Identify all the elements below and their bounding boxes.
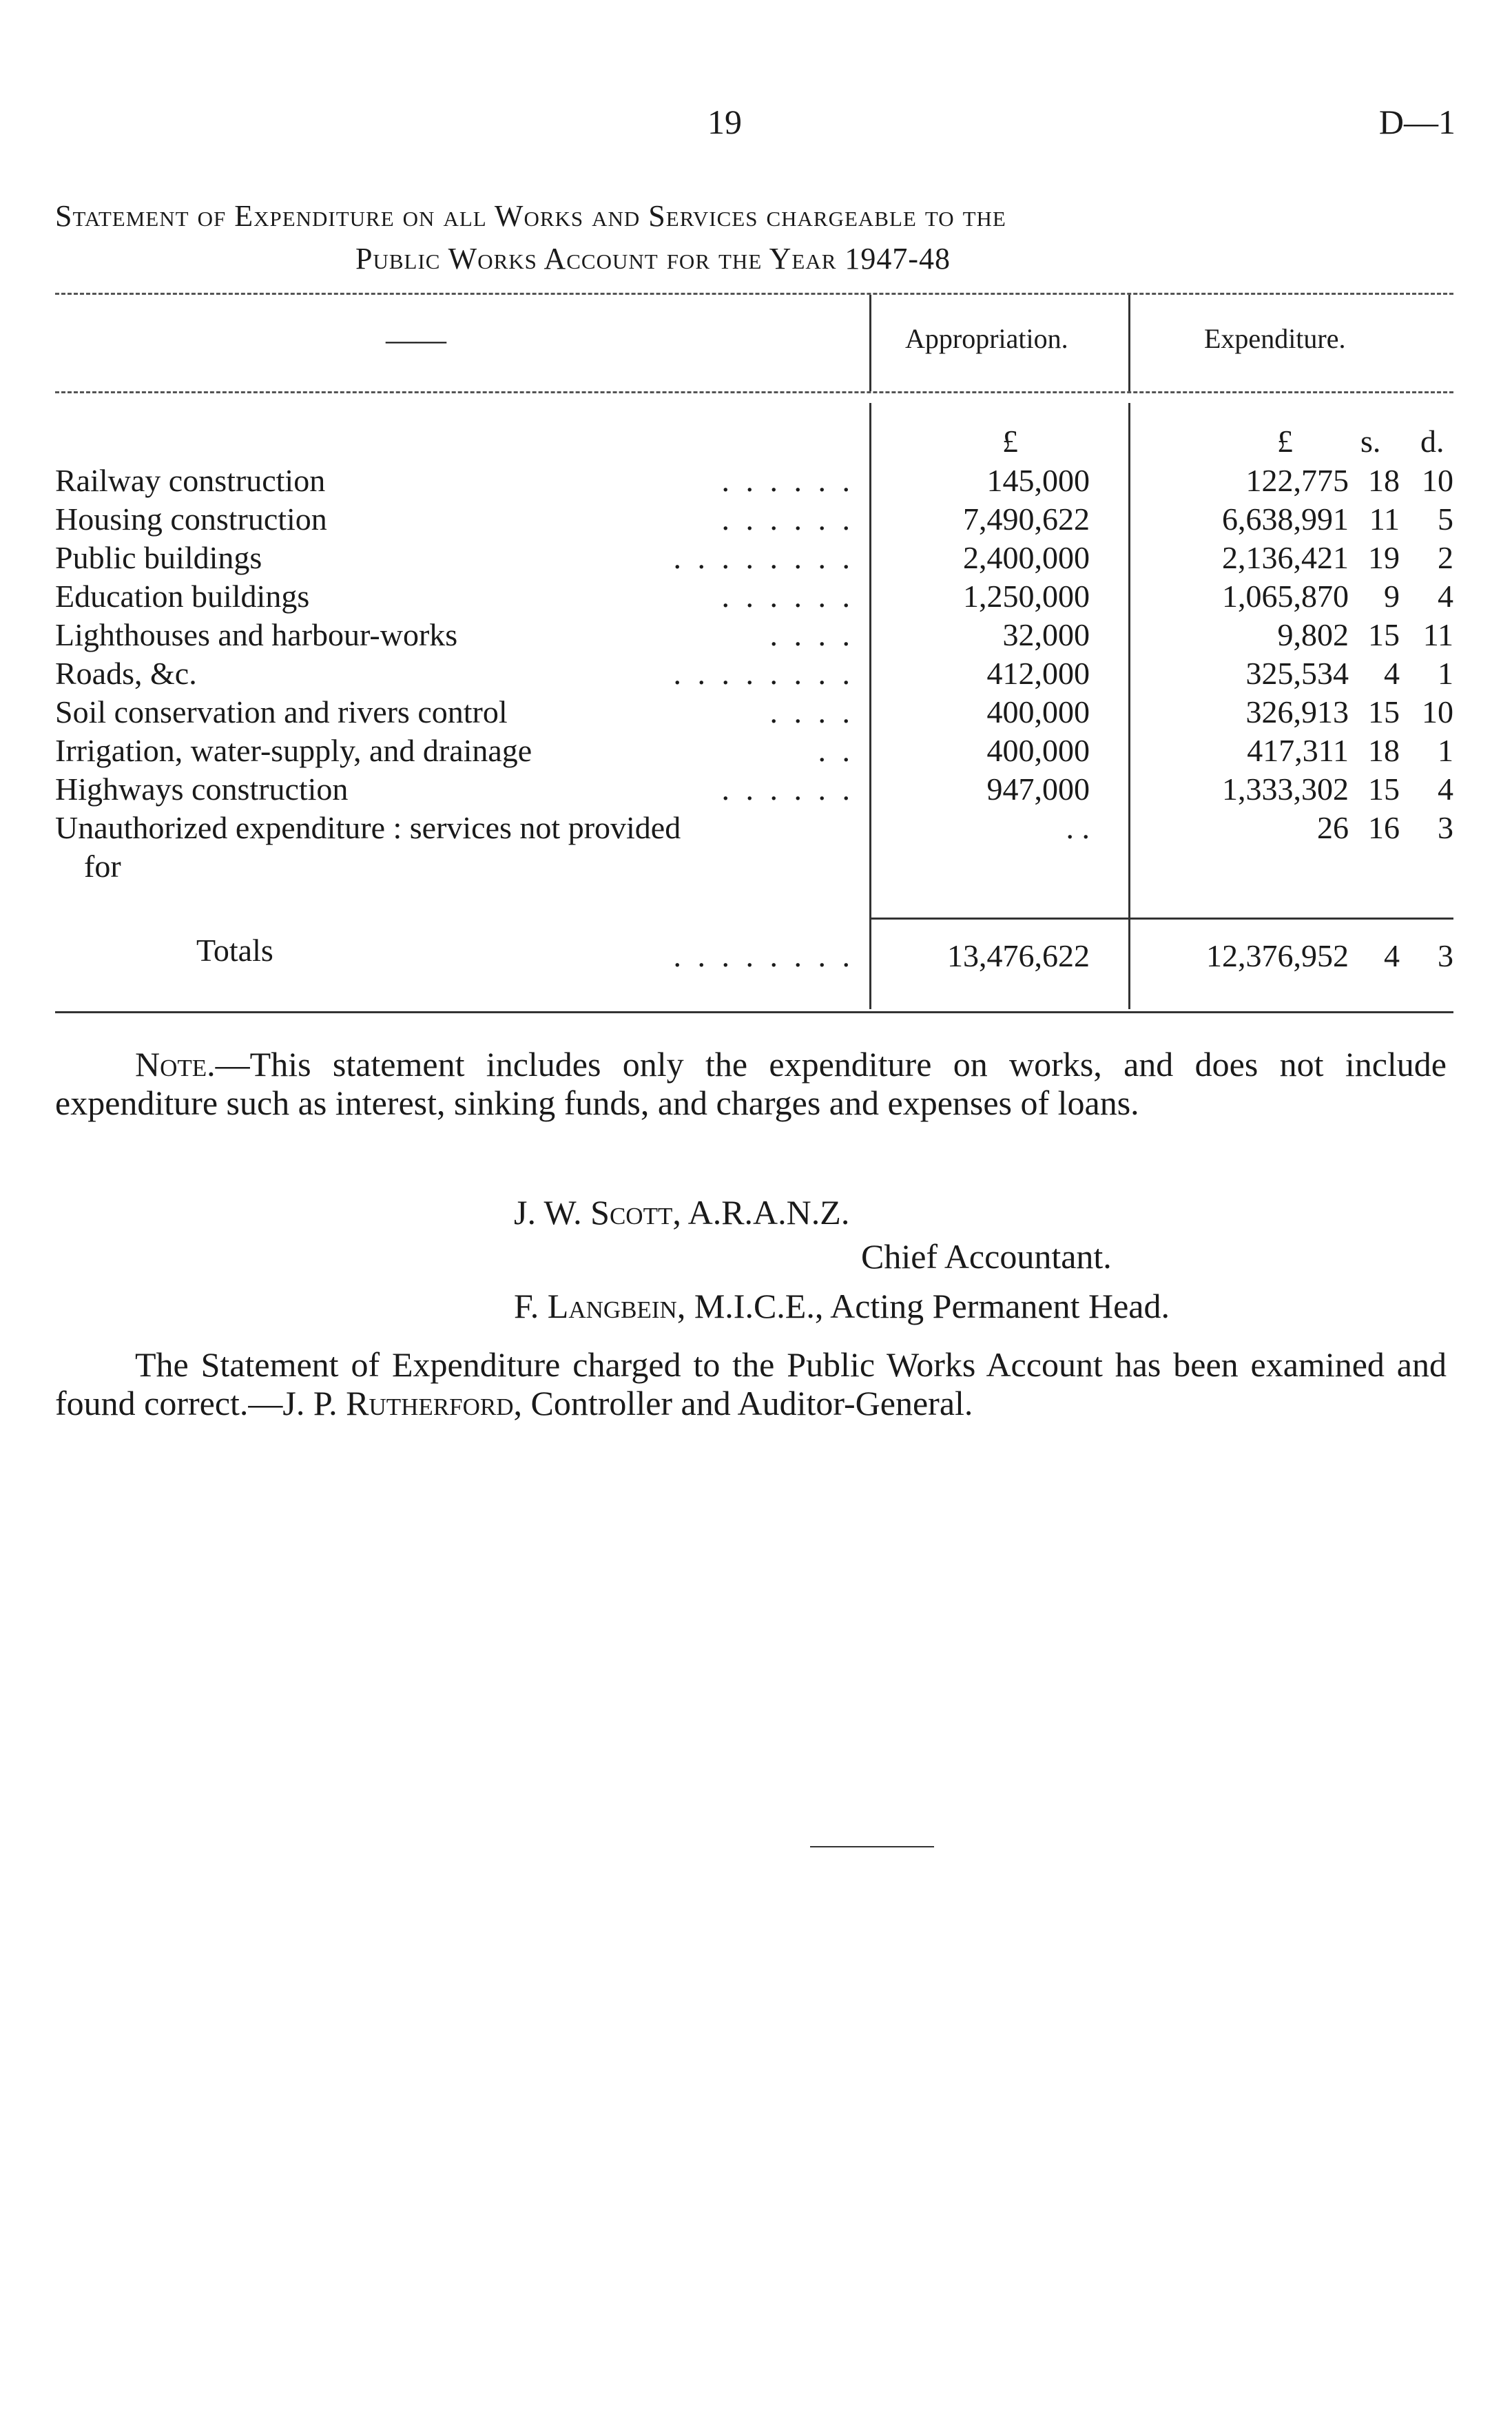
row-label-continuation: for [84, 849, 121, 884]
totals-rule [869, 918, 1453, 920]
note-text: —This statement includes only the expenditure on works, and does not include expenditure such as interest, sinking funds, and charges and expenses of loans. [55, 1045, 1447, 1122]
statement-title-line1: Statement of Expenditure on all Works and Services chargeable to the [55, 199, 1006, 233]
note-lead: Note. [135, 1045, 216, 1084]
appropriation-value: 400,000 [986, 733, 1090, 768]
expenditure-shillings: 4 [1384, 656, 1400, 691]
leader-dots: . . . . . . . . [673, 540, 854, 575]
expenditure-pence: 10 [1422, 463, 1453, 498]
row-label: Roads, &c. [55, 656, 197, 691]
totals-appropriation: 13,476,622 [947, 938, 1090, 973]
totals-expenditure-pence: 3 [1438, 938, 1453, 973]
expenditure-pounds: 9,802 [1277, 617, 1349, 652]
expenditure-pounds: 325,534 [1245, 656, 1349, 691]
document-code: D—1 [1378, 103, 1456, 141]
leader-dots: . . . . [769, 694, 854, 729]
expenditure-shillings: 18 [1368, 733, 1400, 768]
expenditure-header: Expenditure. [1204, 323, 1346, 354]
table-header-rule [55, 391, 1453, 393]
appropriation-value: 7,490,622 [963, 501, 1090, 537]
expenditure-pence: 1 [1438, 733, 1453, 768]
row-label: Housing construction [55, 501, 327, 537]
row-label: Highways construction [55, 771, 349, 807]
leader-dots: . . . . . . . . [673, 656, 854, 691]
note-paragraph [55, 1045, 1447, 1122]
totals-expenditure-shillings: 4 [1384, 938, 1400, 973]
row-label: Lighthouses and harbour-works [55, 617, 458, 652]
expenditure-pounds: 6,638,991 [1222, 501, 1349, 537]
expenditure-pounds: 26 [1317, 810, 1349, 845]
appropriation-value: 947,000 [986, 771, 1090, 807]
table-bottom-rule [55, 1011, 1453, 1013]
expenditure-pounds: 326,913 [1245, 694, 1349, 729]
scott-qualifications: , A.R.A.N.Z. [672, 1193, 850, 1232]
expenditure-pence: 5 [1438, 501, 1453, 537]
appropriation-value: 412,000 [986, 656, 1090, 691]
leader-dots: . . . . . . [721, 501, 854, 537]
appropriation-value: . . [1066, 810, 1090, 845]
expenditure-shillings: 15 [1368, 617, 1400, 652]
appropriation-header: Appropriation. [905, 323, 1068, 354]
scott-title: Chief Accountant. [861, 1237, 1112, 1276]
column-divider-header-2 [1128, 295, 1130, 391]
leader-dots: . . . . . . [721, 579, 854, 614]
appropriation-value: 400,000 [986, 694, 1090, 729]
row-label: Railway construction [55, 463, 326, 498]
expenditure-shillings: 19 [1368, 540, 1400, 575]
expenditure-shillings-unit: s. [1360, 424, 1381, 459]
column-divider-header-1 [869, 295, 871, 391]
expenditure-pence: 2 [1438, 540, 1453, 575]
row-label: Unauthorized expenditure : services not provided [55, 810, 681, 845]
expenditure-pounds: 417,311 [1247, 733, 1349, 768]
totals-expenditure-pounds: 12,376,952 [1206, 938, 1349, 973]
expenditure-shillings: 9 [1384, 579, 1400, 614]
appropriation-value: 2,400,000 [963, 540, 1090, 575]
appropriation-value: 145,000 [986, 463, 1090, 498]
expenditure-pence: 4 [1438, 771, 1453, 807]
row-label: Irrigation, water-supply, and drainage [55, 733, 532, 768]
audit-text-before: The Statement of Expenditure charged to the Public Works Account has been examined and found correct.—J. P. [55, 1345, 1447, 1422]
expenditure-pence: 11 [1422, 617, 1453, 652]
row-label: Education buildings [55, 579, 310, 614]
page-number: 19 [707, 103, 742, 141]
scott-name: J. W. Scott [514, 1193, 673, 1232]
signature-scott [514, 1193, 849, 1232]
leader-dots: . . . . . . [721, 771, 854, 807]
expenditure-shillings: 18 [1368, 463, 1400, 498]
table-top-rule [55, 293, 1453, 295]
expenditure-pence: 4 [1438, 579, 1453, 614]
expenditure-pence-unit: d. [1420, 424, 1444, 459]
closing-rule [810, 1846, 934, 1847]
corner-label: —— [386, 323, 446, 357]
leader-dots: . . . . . . . . [673, 938, 854, 973]
expenditure-pounds: 2,136,421 [1222, 540, 1349, 575]
totals-label: Totals [196, 933, 273, 968]
expenditure-pounds: 1,065,870 [1222, 579, 1349, 614]
row-label: Soil conservation and rivers control [55, 694, 508, 729]
leader-dots: . . [818, 733, 854, 768]
expenditure-pounds: 1,333,302 [1222, 771, 1349, 807]
langbein-name: F. Langbein [514, 1287, 677, 1325]
auditor-name: Rutherford [346, 1384, 514, 1422]
leader-dots: . . . . . . [721, 463, 854, 498]
audit-certificate [55, 1345, 1447, 1422]
expenditure-pounds-unit: £ [1277, 424, 1293, 459]
expenditure-pounds: 122,775 [1245, 463, 1349, 498]
signature-langbein [514, 1287, 1170, 1325]
audit-text-after: , Controller and Auditor-General. [513, 1384, 973, 1422]
statement-title-line2: Public Works Account for the Year 1947-48 [355, 242, 951, 276]
appropriation-value: 1,250,000 [963, 579, 1090, 614]
expenditure-pence: 10 [1422, 694, 1453, 729]
expenditure-shillings: 16 [1368, 810, 1400, 845]
langbein-qualifications-title: , M.I.C.E., Acting Permanent Head. [676, 1287, 1170, 1325]
expenditure-shillings: 15 [1368, 694, 1400, 729]
row-label: Public buildings [55, 540, 262, 575]
appropriation-value: 32,000 [1002, 617, 1090, 652]
expenditure-pence: 3 [1438, 810, 1453, 845]
expenditure-shillings: 11 [1369, 501, 1400, 537]
expenditure-shillings: 15 [1368, 771, 1400, 807]
leader-dots: . . . . [769, 617, 854, 652]
appropriation-unit: £ [1002, 424, 1018, 459]
expenditure-pence: 1 [1438, 656, 1453, 691]
